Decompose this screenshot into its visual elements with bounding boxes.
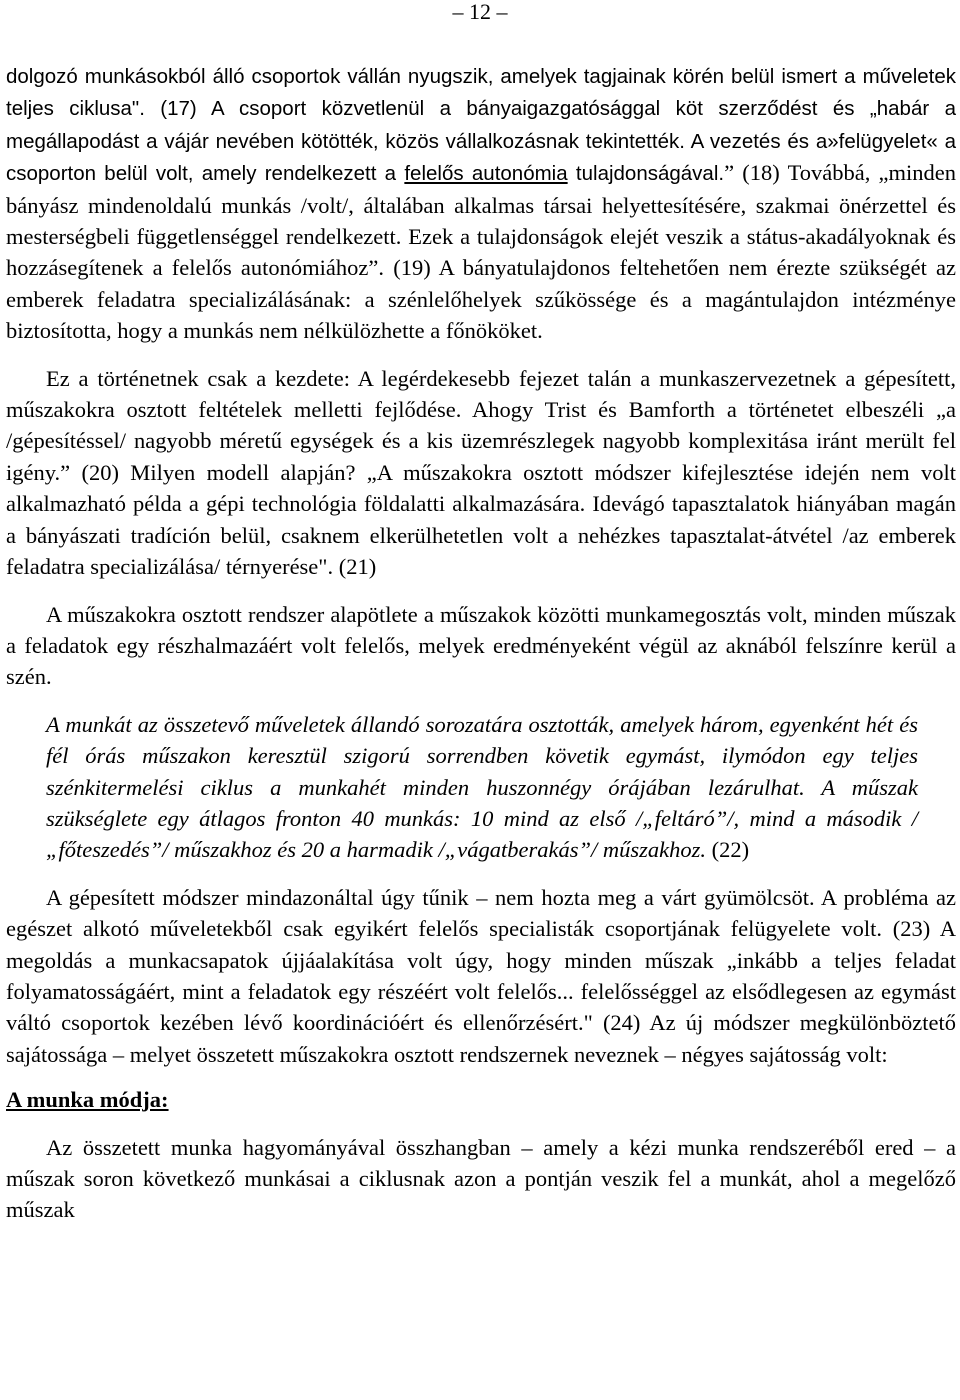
paragraph-2: Ez a történetnek csak a kezdete: A legérdekesebb fejezet talán a munkaszervezetnek a gépesített, műszakokra osztott feltételek melletti fejlődése. Ahogy Trist és Bamforth a történetet elbeszéli „a /gépesítéssel/ nagyobb méretű egységek és a kis üzemrészlegek nagyobb komplexitása iránt merült fel igény.” (20) Milyen modell alapján? „A műszakokra osztott módszer kifejlesztése idején nem volt alkalmazható példa a gépi technológia földalatti alkalmazására. Idevágó tapasztalatok hiányában magán a bányászati tradíción belül, csaknem elkerülhetetlen volt a nehézkes tapasztalat-átvétel /az emberek feladatra specializálása/ térnyerése". (21)	[6, 365, 956, 580]
quote-reference: (22)	[706, 837, 750, 863]
sans-text: tulajdonságával.	[567, 162, 725, 186]
page-number: – 12 –	[452, 0, 508, 24]
sans-text: dolgozó munkásokból álló csoportok vállán nyugszik, amelyek tagjainak körén belül ismert a műveletek teljes ciklusa". (17) A csoport közvetlenül a bányaigazgatósággal köt szerződést és „habár a megállapodást a vájár nevében kötötték, közös vállalkozásnak tekintették. A vezetés és a»felügyelet« a csoporton belül volt, amely rendelkezett a	[6, 65, 956, 186]
paragraph-3: A műszakokra osztott rendszer alapötlete a műszakok közötti munkamegosztás volt, minden műszak a feladatok egy részhalmazáért volt felelős, melyek eredményeként végül az aknából felszínre kerül a szén.	[6, 601, 956, 690]
block-quote	[46, 709, 918, 866]
paragraph-1	[6, 60, 956, 347]
body-text	[6, 60, 956, 1226]
section-heading: A munka módja:	[6, 1087, 169, 1113]
text: ” (18) Továbbá, „minden bányász mindenoldalú munkás /volt/, általában alkalmas társai helyettesítésére, szakmai önérzettel és mesterségbeli függetlenséggel rendelkezett. Ezek a tulajdonságok elejét veszik a státus-akadályoknak és hozzásegítenek a felelős autonómiához”.	[6, 160, 957, 281]
underlined-term: felelős autonómia	[404, 162, 568, 186]
quote-text: A munkát az összetevő műveletek állandó sorozatára osztották, amelyek három, egyenként hét és fél órás műszakon keresztül szigorú sorrendben követik egymást, ilymódon egy teljes szénkitermelési ciklus a munkahét minden huszonnégy órájában lezárulhat. A műszak szükséglete egy átlagos fronton 40 munkás: 10 mind az első /„feltáró”/, mind a második /„főteszedés”/ műszakhoz és 20 a harmadik /„vágatberakás”/ műszakhoz.	[46, 711, 918, 863]
paragraph-4: A gépesített módszer mindazonáltal úgy tűnik – nem hozta meg a várt gyümölcsöt. A probléma az egészet alkotó műveletekből csak egyikért felelős specialisták csoportjának felügyelete volt. (23) A megoldás a munkacsapatok újjáalakítása volt úgy, hogy minden műszak „inkább a teljes feladat folyamatosságáért, mint a feladatok egy részéért volt felelős... felelősséggel az elsődlegesen az egymást váltó csoportok kezében lévő koordinációért és ellenőrzésért." (24) Az új módszer megkülönböztető sajátossága – melyet összetett műszakokra osztott rendszernek neveznek – négyes sajátosság volt:	[6, 884, 956, 1067]
text: (19) A bányatulajdonos feltehetően nem érezte szükségét az emberek feladatra specializálásának: a szénlelőhelyek szűkössége és a magántulajdon intézménye biztosította, hogy a munkás nem nélkülözhette a főnököket.	[6, 255, 956, 344]
paragraph-5: Az összetett munka hagyományával összhangban – amely a kézi munka rendszeréből ered – a műszak soron következő munkásai a ciklusnak azon a pontján veszik fel a munkát, ahol a megelőző műszak	[6, 1134, 956, 1223]
